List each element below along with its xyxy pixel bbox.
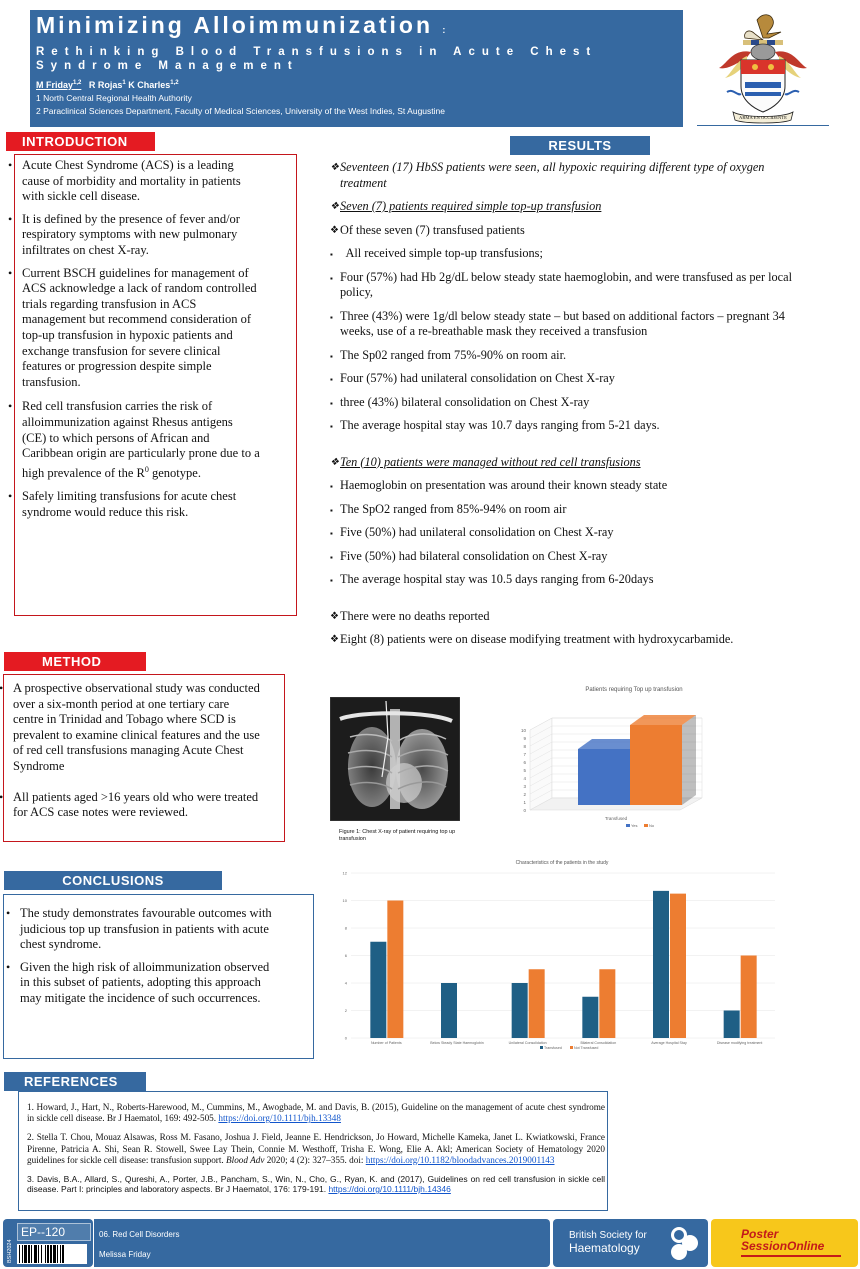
square-bullet-icon: ▪ (330, 576, 333, 585)
y-tick-label: 10 (520, 728, 526, 733)
results-line-text: Five (50%) had unilateral consolidation on Chest X-ray (340, 525, 614, 539)
chart-title: Patients requiring Top up transfusion (585, 687, 683, 693)
affiliation-2: 2 Paraclinical Sciences Department, Faculty of Medical Sciences, University of the West Indies, St Augustine (36, 106, 445, 116)
reference-3-text: 3. Davis, B.A., Allard, S., Qureshi, A., Porter, J.B., Pancham, S., Win, N., Cho, G., Ryan, K. and (2017), Guidelines on red cell transfusion in sickle cell disease. Part I: principles and laboratory aspects. Br J Haematol, 176: 179-191. (27, 1174, 605, 1195)
intro-item (8, 399, 260, 481)
title-text: Minimizing Alloimmunization (36, 12, 434, 38)
x-category-label: Disease modifying treatment (716, 1041, 763, 1045)
characteristics-chart (335, 855, 785, 1055)
crest-icon (697, 8, 829, 126)
method-heading: METHOD (4, 652, 146, 671)
x-category-label: Average Hospital Stay (651, 1041, 687, 1045)
results-line-text: Three (43%) were 1g/dl below steady state – but based on additional factors – pregnant 34 weeks, use of a re-breathable mask they received a transfusion (340, 308, 785, 338)
square-bullet-icon: ▪ (330, 552, 333, 562)
y-tick-label: 1 (523, 800, 526, 805)
square-bullet-icon: ▪ (330, 482, 333, 491)
legend-swatch (540, 1046, 543, 1049)
barcode-bar (60, 1245, 61, 1263)
barcode-label: BSH2024 (7, 1239, 13, 1263)
y-tick-label: 2 (523, 792, 526, 797)
results-line-text: The average hospital stay was 10.7 days ranging from 5-21 days. (340, 418, 660, 432)
square-bullet-icon: ▪ (330, 312, 333, 322)
results-body (330, 160, 800, 656)
reference-2-link[interactable]: https://doi.org/10.1182/bloodadvances.2019001143 (365, 1154, 555, 1165)
barcode-bar (41, 1245, 42, 1263)
legend-label: No (649, 823, 655, 828)
results-line (330, 160, 800, 191)
reference-1 (27, 1102, 605, 1124)
x-category-label: Below Steady State Haemoglobin (430, 1041, 484, 1045)
bar-not-transfused (741, 956, 757, 1039)
intro-item-4-text: Red cell transfusion carries the risk of alloimmunization against Rhesus antigens (CE) to which persons of African and Caribbean origin are particularly prone due to a high prevalence of the R (22, 399, 260, 480)
results-line (330, 478, 800, 494)
results-line-text: All received simple top-up transfusions; (340, 246, 543, 260)
results-line (330, 199, 800, 215)
diamond-bullet-icon: ❖ (330, 201, 339, 212)
spacer (330, 596, 800, 609)
results-line (330, 348, 800, 364)
spacer (330, 442, 800, 455)
legend-label: Yes (631, 823, 638, 828)
conclusions-box (3, 894, 314, 1059)
author-2-sup: 1 (122, 80, 126, 86)
bar-transfused (724, 1011, 740, 1039)
x-category-label: Transfused (604, 816, 628, 821)
psol-underline (741, 1255, 841, 1257)
xray-picture (330, 697, 460, 821)
bar-transfused (441, 983, 457, 1038)
barcode-bar (47, 1245, 49, 1263)
reference-3-link[interactable]: https://doi.org/10.1111/bjh.14346 (328, 1184, 451, 1195)
results-line (330, 502, 800, 518)
x-category-label: Unilateral Consolidation (508, 1041, 547, 1045)
legend-swatch (644, 824, 648, 827)
results-line-text: Haemoglobin on presentation was around their known steady state (340, 478, 668, 492)
legend-swatch (570, 1046, 573, 1049)
diamond-bullet-icon: ❖ (330, 162, 339, 173)
bsh-logo-panel (553, 1219, 708, 1267)
session-category: 06. Red Cell Disorders (99, 1230, 180, 1239)
results-line (330, 270, 800, 301)
bar-not-transfused (670, 894, 686, 1038)
intro-item: • It is defined by the presence of fever and/or respiratory symptoms with new pulmonary infiltrates on chest X-ray. (8, 212, 260, 259)
x-category-label: Number of Patients (370, 1041, 402, 1045)
bsh-line-1: British Society for (569, 1230, 647, 1241)
characteristics-chart-svg (335, 855, 785, 1055)
square-bullet-icon: ▪ (330, 529, 333, 538)
y-tick-label: 7 (523, 752, 526, 757)
topup-chart (508, 682, 768, 832)
conclusion-item: • Given the high risk of alloimmunization observed in this subset of patients, adopting this approach may mitigate the incidence of such occurrences. (6, 960, 280, 1007)
bar-transfused (370, 942, 386, 1038)
results-line (330, 395, 800, 411)
square-bullet-icon: ▪ (330, 505, 333, 515)
psol-line-2: SessionOnline (741, 1239, 825, 1253)
barcode-bar (62, 1245, 64, 1263)
intro-item: • Safely limiting transfusions for acute chest syndrome would reduce this risk. (8, 489, 260, 520)
reference-2-tail: 2020; 4 (2): 327–355. doi: (264, 1154, 366, 1165)
author-list (36, 80, 677, 90)
intro-item-4-sup: 0 (144, 464, 149, 474)
session-info-panel (94, 1219, 550, 1267)
poster-id: EP--120 (21, 1225, 66, 1239)
barcode-icon (17, 1244, 87, 1264)
y-tick-label: 0 (344, 1035, 347, 1041)
conclusions-list (6, 906, 280, 1014)
poster-id-panel (3, 1219, 93, 1267)
y-tick-label: 2 (344, 1008, 347, 1013)
diamond-bullet-icon: ❖ (330, 634, 339, 645)
results-line-text: The SpO2 ranged from 85%-94% on room air (340, 501, 567, 516)
reference-1-link[interactable]: https://doi.org/10.1111/bjh.13348 (218, 1113, 341, 1124)
x-category-label: Bilateral Consolidation (580, 1041, 617, 1045)
y-tick-label: 5 (523, 768, 526, 773)
barcode-bar (24, 1245, 27, 1263)
results-line-text: The average hospital stay was 10.5 days ranging from 6-20days (340, 572, 654, 586)
poster-header (30, 10, 683, 127)
square-bullet-icon: ▪ (330, 422, 333, 431)
barcode-bar (53, 1245, 56, 1263)
results-line-text: Four (57%) had Hb 2g/dL below steady state haemoglobin, and were transfused as per local policy, (340, 269, 793, 299)
y-tick-label: 8 (523, 744, 526, 749)
square-bullet-icon: ▪ (330, 273, 333, 283)
introduction-box (14, 154, 297, 616)
results-line-text: Five (50%) had bilateral consolidation on Chest X-ray (340, 548, 608, 563)
bar-no (630, 715, 696, 805)
bsh-circles-icon (663, 1223, 703, 1263)
barcode-bar (34, 1245, 37, 1263)
author-1 (36, 80, 81, 90)
bar-not-transfused (387, 901, 403, 1039)
barcode-bar (22, 1245, 23, 1263)
bar-side (682, 715, 696, 805)
diamond-bullet-icon: ❖ (330, 456, 339, 468)
method-list (0, 681, 261, 828)
barcode-bar (45, 1245, 46, 1263)
results-line-text: Eight (8) patients were on disease modifying treatment with hydroxycarbamide. (340, 632, 734, 646)
barcode-bar (38, 1245, 39, 1263)
square-bullet-icon: ▪ (330, 250, 333, 259)
barcode-bar (19, 1245, 20, 1263)
bar-not-transfused (599, 969, 615, 1038)
reference-2-text: 2. Stella T. Chou, Mouaz Alsawas, Ross M. Fasano, Joshua J. Field, Jeanne E. Hendrickson, Jo Howard, Michelle Kameka, Janet L. Kwiatkowski, France Pirenne, Patricia A. Shi, Sean R. Stowell, Swee Lay Thein, Connie M. Westhoff, Trisha E. Wong, Elie A. Akl; American Society of Hematology 2020 guidelines for sickle cell disease: transfusion support. (27, 1132, 605, 1165)
bar-not-transfused (529, 969, 545, 1038)
y-tick-label: 4 (344, 980, 347, 986)
reference-2-journal: Blood Adv (226, 1154, 265, 1165)
results-line (330, 455, 800, 471)
introduction-heading: INTRODUCTION (6, 132, 155, 151)
author-1-sup: 1,2 (73, 80, 82, 86)
topup-chart-svg (508, 682, 768, 832)
uwi-crest-logo (697, 8, 829, 126)
barcode-bar (50, 1245, 52, 1263)
bsh-line-2: Haematology (569, 1241, 640, 1255)
legend-label: Not Transfused (574, 1046, 599, 1050)
method-box (3, 674, 285, 842)
results-line (330, 525, 800, 541)
results-line (330, 246, 800, 262)
title-colon: : (442, 25, 446, 35)
legend-label: Transfused (544, 1046, 562, 1050)
intro-item: • Current BSCH guidelines for management of ACS acknowledge a lack of random controlled trials regarding transfusion in ACS management but recommend consideration of top-up transfusion in hypoxic patients and exchange transfusion for severe clinical features or progression despite simple transfusion. (8, 266, 260, 391)
affiliation-1: 1 North Central Regional Health Authority (36, 93, 192, 103)
bar-front (578, 749, 630, 805)
results-line (330, 223, 800, 239)
results-line (330, 371, 800, 387)
y-tick-label: 3 (523, 784, 526, 789)
bar-transfused (512, 983, 528, 1038)
conclusion-item: • The study demonstrates favourable outcomes with judicious top up transfusion in patients with acute chest syndrome. (6, 906, 280, 953)
results-line (330, 418, 800, 434)
chest-xray-image (330, 697, 460, 821)
psol-line-1: Poster (741, 1227, 779, 1241)
barcode-bar (28, 1245, 30, 1263)
author-1-name: M Friday (36, 80, 74, 90)
results-line (330, 632, 830, 648)
reference-3 (27, 1174, 605, 1194)
y-tick-label: 0 (523, 808, 526, 813)
barcode-bar (57, 1245, 58, 1263)
intro-item: • Acute Chest Syndrome (ACS) is a leading cause of morbidity and mortality in patients with sickle cell disease. (8, 158, 260, 205)
square-bullet-icon: ▪ (330, 375, 333, 384)
author-2-name: R Rojas (88, 80, 123, 90)
results-line-text: Four (57%) had unilateral consolidation on Chest X-ray (340, 371, 615, 385)
results-line-text: three (43%) bilateral consolidation on Chest X-ray (340, 394, 590, 409)
method-item: • A prospective observational study was conducted over a six-month period at one tertiary care centre in Trinidad and Tobago where SCD is prevalent to examine clinical features and the use of red cell transfusions managing Acute Chest Syndrome (0, 681, 261, 775)
method-item: • All patients aged >16 years old who were treated for ACS case notes were reviewed. (0, 790, 261, 821)
conclusions-heading: CONCLUSIONS (4, 871, 222, 890)
results-heading: RESULTS (510, 136, 650, 155)
square-bullet-icon: ▪ (330, 398, 333, 408)
y-tick-label: 12 (342, 870, 347, 876)
results-line-text: Of these seven (7) transfused patients (340, 222, 525, 237)
results-line-text: Seven (7) patients required simple top-up transfusion (340, 199, 602, 213)
crest-motto: ARMA EN OCCIDENTE (739, 115, 787, 120)
poster-title (36, 12, 677, 44)
legend-swatch (626, 824, 630, 827)
barcode-bar (31, 1245, 32, 1263)
author-3-sup: 1,2 (170, 80, 179, 86)
diamond-bullet-icon: ❖ (330, 610, 339, 622)
y-tick-label: 8 (344, 925, 347, 931)
presenter-name: Melissa Friday (99, 1250, 151, 1259)
results-line-text: Ten (10) patients were managed without red cell transfusions (340, 454, 641, 469)
results-line (330, 549, 800, 565)
references-box (18, 1091, 608, 1211)
chart-title: Characteristics of the patients in the study (515, 860, 609, 866)
results-line-text: There were no deaths reported (340, 608, 490, 623)
bar-transfused (582, 997, 598, 1038)
y-tick-label: 6 (344, 953, 347, 958)
results-line (330, 572, 800, 588)
results-line-text: Seventeen (17) HbSS patients were seen, all hypoxic requiring different type of oxygen treatment (340, 160, 765, 190)
results-line (330, 609, 800, 625)
intro-item-4-tail: genotype. (148, 465, 201, 480)
bar-front (630, 725, 682, 805)
introduction-list (8, 158, 260, 528)
y-tick-label: 6 (523, 760, 526, 765)
square-bullet-icon: ▪ (330, 351, 333, 361)
logo-underline (697, 125, 829, 126)
figure-caption: Figure 1: Chest X-ray of patient requiring top up transfusion (339, 829, 456, 842)
diamond-bullet-icon: ❖ (330, 224, 339, 236)
results-line (330, 309, 800, 340)
reference-1-text: 1. Howard, J., Hart, N., Roberts-Harewood, M., Cummins, M., Awogbade, M. and Davis, B. (2015), Guideline on the management of acute chest syndrome in sickle cell disease. Br J Haematol, 169: 492-505. (27, 1102, 605, 1124)
y-tick-label: 4 (523, 776, 526, 781)
reference-2 (27, 1132, 605, 1166)
y-tick-label: 10 (342, 898, 347, 903)
bar-transfused (653, 891, 669, 1038)
references-heading: REFERENCES (4, 1072, 146, 1091)
poster-id-box (17, 1223, 91, 1241)
author-3-name: K Charles (128, 80, 171, 90)
results-line-text: The Sp02 ranged from 75%-90% on room air. (340, 347, 567, 362)
poster-subtitle: Rethinking Blood Transfusions in Acute Chest Syndrome Management (36, 46, 598, 72)
y-tick-label: 9 (523, 736, 526, 741)
poster-session-online-logo (711, 1219, 858, 1267)
